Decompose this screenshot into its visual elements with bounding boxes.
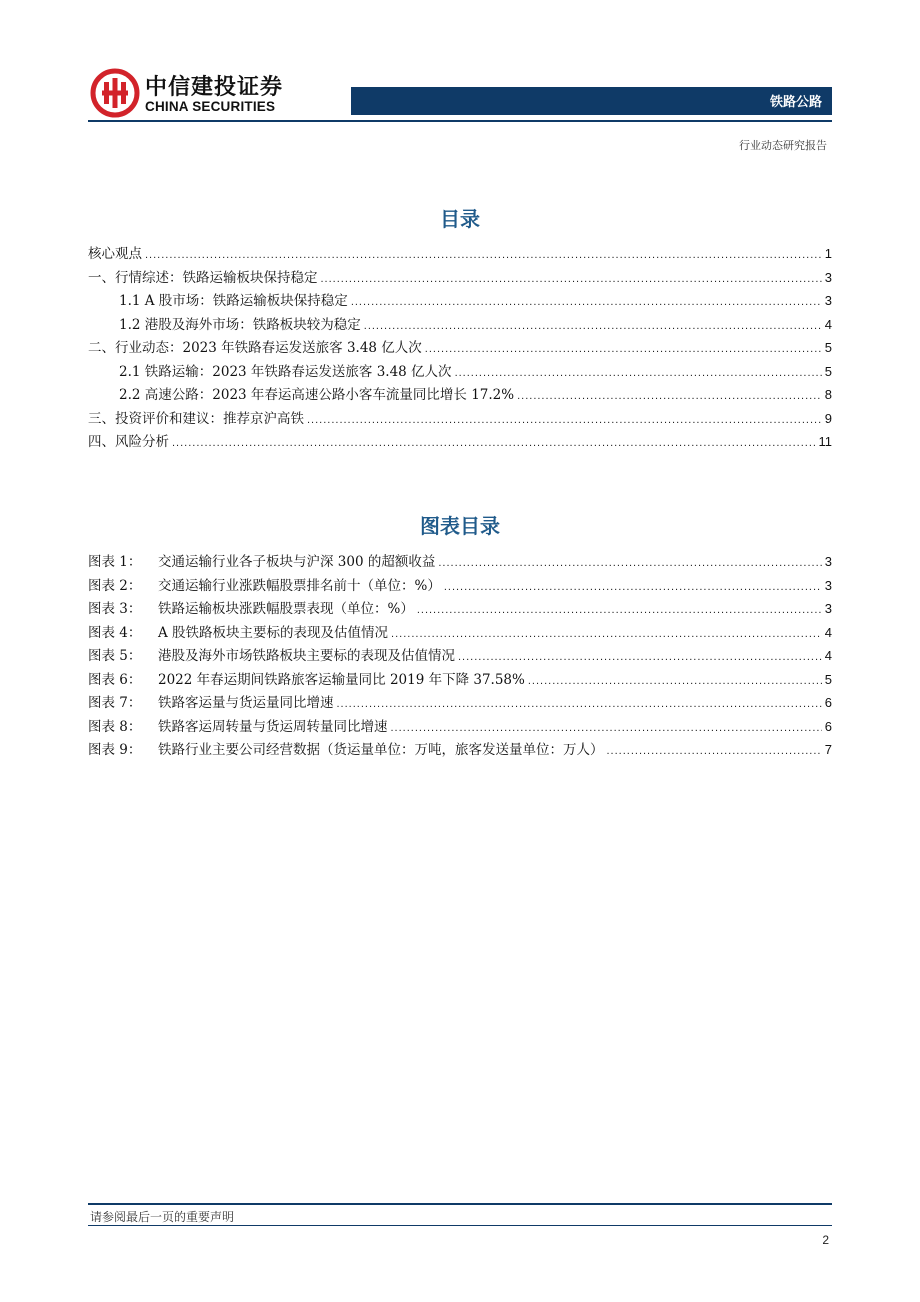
toc-leader-dots — [391, 717, 822, 741]
toc-leader-dots — [528, 670, 822, 694]
figure-item[interactable] — [88, 738, 832, 762]
toc-leader-dots — [444, 576, 822, 600]
toc-item[interactable] — [88, 336, 832, 360]
figure-item-label: 图表 7： — [88, 695, 142, 711]
logo-chinese-name: 中信建投证券 — [145, 75, 284, 100]
toc-leader-dots — [351, 291, 822, 315]
figure-item-text: 铁路客运周转量与货运周转量同比增速 — [158, 718, 388, 735]
figure-item[interactable] — [88, 621, 832, 645]
figure-item[interactable] — [88, 668, 832, 692]
figure-item-page: 7 — [824, 742, 832, 757]
sector-label: 铁路公路 — [769, 95, 822, 110]
toc-item-page: 5 — [824, 340, 832, 355]
toc-leader-dots — [458, 646, 822, 670]
figure-list-title: 图表目录 — [420, 514, 500, 538]
toc-item-text: 二、行业动态：2023 年铁路春运发送旅客 3.48 亿人次 — [88, 340, 422, 356]
figure-item-page: 3 — [824, 554, 832, 569]
page-number: 2 — [822, 1233, 829, 1247]
toc-item-page: 4 — [824, 316, 832, 332]
toc-title: 目录 — [440, 207, 480, 231]
toc-leader-dots — [455, 362, 822, 386]
toc-item-text: 2.1 铁路运输：2023 年铁路春运发送旅客 3.48 亿人次 — [119, 363, 452, 380]
toc-leader-dots — [364, 315, 822, 339]
toc-leader-dots — [391, 623, 822, 647]
figure-item-label: 图表 2： — [88, 577, 142, 594]
toc-item[interactable] — [88, 383, 832, 407]
toc-item[interactable] — [88, 289, 832, 313]
toc-item[interactable] — [88, 242, 832, 266]
figure-item-text: 铁路客运量与货运量同比增速 — [158, 695, 334, 711]
toc-item-text: 核心观点 — [88, 246, 142, 262]
figure-item-label: 图表 4： — [88, 624, 142, 641]
toc-item-page: 8 — [824, 387, 832, 402]
figure-item-label: 图表 8： — [88, 718, 142, 735]
toc-item[interactable] — [88, 407, 832, 431]
figure-item-label: 图表 6： — [88, 671, 142, 688]
toc-item-text: 一、行情综述：铁路运输板块保持稳定 — [88, 269, 318, 286]
toc-leader-dots — [417, 599, 822, 623]
toc-item-page: 1 — [824, 246, 832, 261]
toc-leader-dots — [321, 268, 822, 292]
toc-item-page: 3 — [824, 269, 832, 285]
figure-item-page: 6 — [824, 695, 832, 710]
china-securities-logo-icon — [90, 68, 140, 118]
figure-item[interactable] — [88, 715, 832, 739]
figure-item-text: 铁路运输板块涨跌幅股票表现（单位：%） — [158, 601, 414, 617]
footer-divider-secondary — [88, 1225, 832, 1226]
logo-english-name: CHINA SECURITIES — [145, 99, 276, 114]
figure-item[interactable] — [88, 597, 832, 621]
figure-item-page: 4 — [824, 648, 832, 663]
report-type: 行业动态研究报告 — [739, 139, 827, 152]
toc-item[interactable] — [88, 360, 832, 384]
toc-leader-dots — [607, 740, 822, 764]
toc-item[interactable] — [88, 430, 832, 454]
footer-divider — [88, 1203, 832, 1205]
toc-leader-dots — [438, 552, 821, 576]
toc-leader-dots — [425, 338, 822, 362]
figure-item-text: 2022 年春运期间铁路旅客运输量同比 2019 年下降 37.58% — [158, 671, 525, 688]
toc-item-page: 3 — [824, 293, 832, 308]
figure-item-label: 图表 5： — [88, 648, 142, 664]
figure-item-page: 5 — [824, 671, 832, 687]
toc-item-text: 1.2 港股及海外市场：铁路板块较为稳定 — [119, 316, 361, 333]
figure-item-text: 交通运输行业涨跌幅股票排名前十（单位：%） — [158, 577, 441, 594]
toc-leader-dots — [337, 693, 822, 717]
toc-leader-dots — [145, 244, 822, 268]
toc-item-page: 9 — [824, 410, 832, 426]
figure-item-label: 图表 9： — [88, 742, 142, 758]
toc-item-text: 四、风险分析 — [88, 434, 169, 450]
toc-item-text: 2.2 高速公路：2023 年春运高速公路小客车流量同比增长 17.2% — [119, 387, 515, 403]
figure-item[interactable] — [88, 550, 832, 574]
disclaimer-note: 请参阅最后一页的重要声明 — [90, 1210, 235, 1224]
figure-item-text: 港股及海外市场铁路板块主要标的表现及估值情况 — [158, 648, 455, 664]
toc-item-page: 11 — [818, 434, 832, 449]
toc-leader-dots — [307, 409, 822, 433]
toc-item-text: 三、投资评价和建议：推荐京沪高铁 — [88, 410, 304, 427]
toc-item-text: 1.1 A 股市场：铁路运输板块保持稳定 — [119, 293, 348, 309]
toc-item[interactable] — [88, 266, 832, 290]
toc-item[interactable] — [88, 313, 832, 337]
figure-item-text: 交通运输行业各子板块与沪深 300 的超额收益 — [158, 554, 436, 570]
header-divider — [88, 120, 832, 122]
toc-list — [88, 242, 832, 454]
sector-banner — [351, 87, 832, 115]
figure-item-page: 6 — [824, 718, 832, 734]
toc-leader-dots — [517, 385, 822, 409]
figure-item-page: 3 — [824, 577, 832, 593]
toc-item-page: 5 — [824, 363, 832, 379]
figure-item-label: 图表 1： — [88, 554, 142, 570]
figure-item[interactable] — [88, 574, 832, 598]
figure-list — [88, 550, 832, 762]
figure-item-text: A 股铁路板块主要标的表现及估值情况 — [158, 624, 389, 641]
company-logo — [90, 68, 290, 120]
figure-item[interactable] — [88, 691, 832, 715]
figure-item-page: 3 — [824, 601, 832, 616]
figure-item-text: 铁路行业主要公司经营数据（货运量单位：万吨，旅客发送量单位：万人） — [158, 742, 604, 758]
figure-item[interactable] — [88, 644, 832, 668]
figure-item-page: 4 — [824, 624, 832, 640]
figure-item-label: 图表 3： — [88, 601, 142, 617]
toc-leader-dots — [172, 432, 816, 456]
